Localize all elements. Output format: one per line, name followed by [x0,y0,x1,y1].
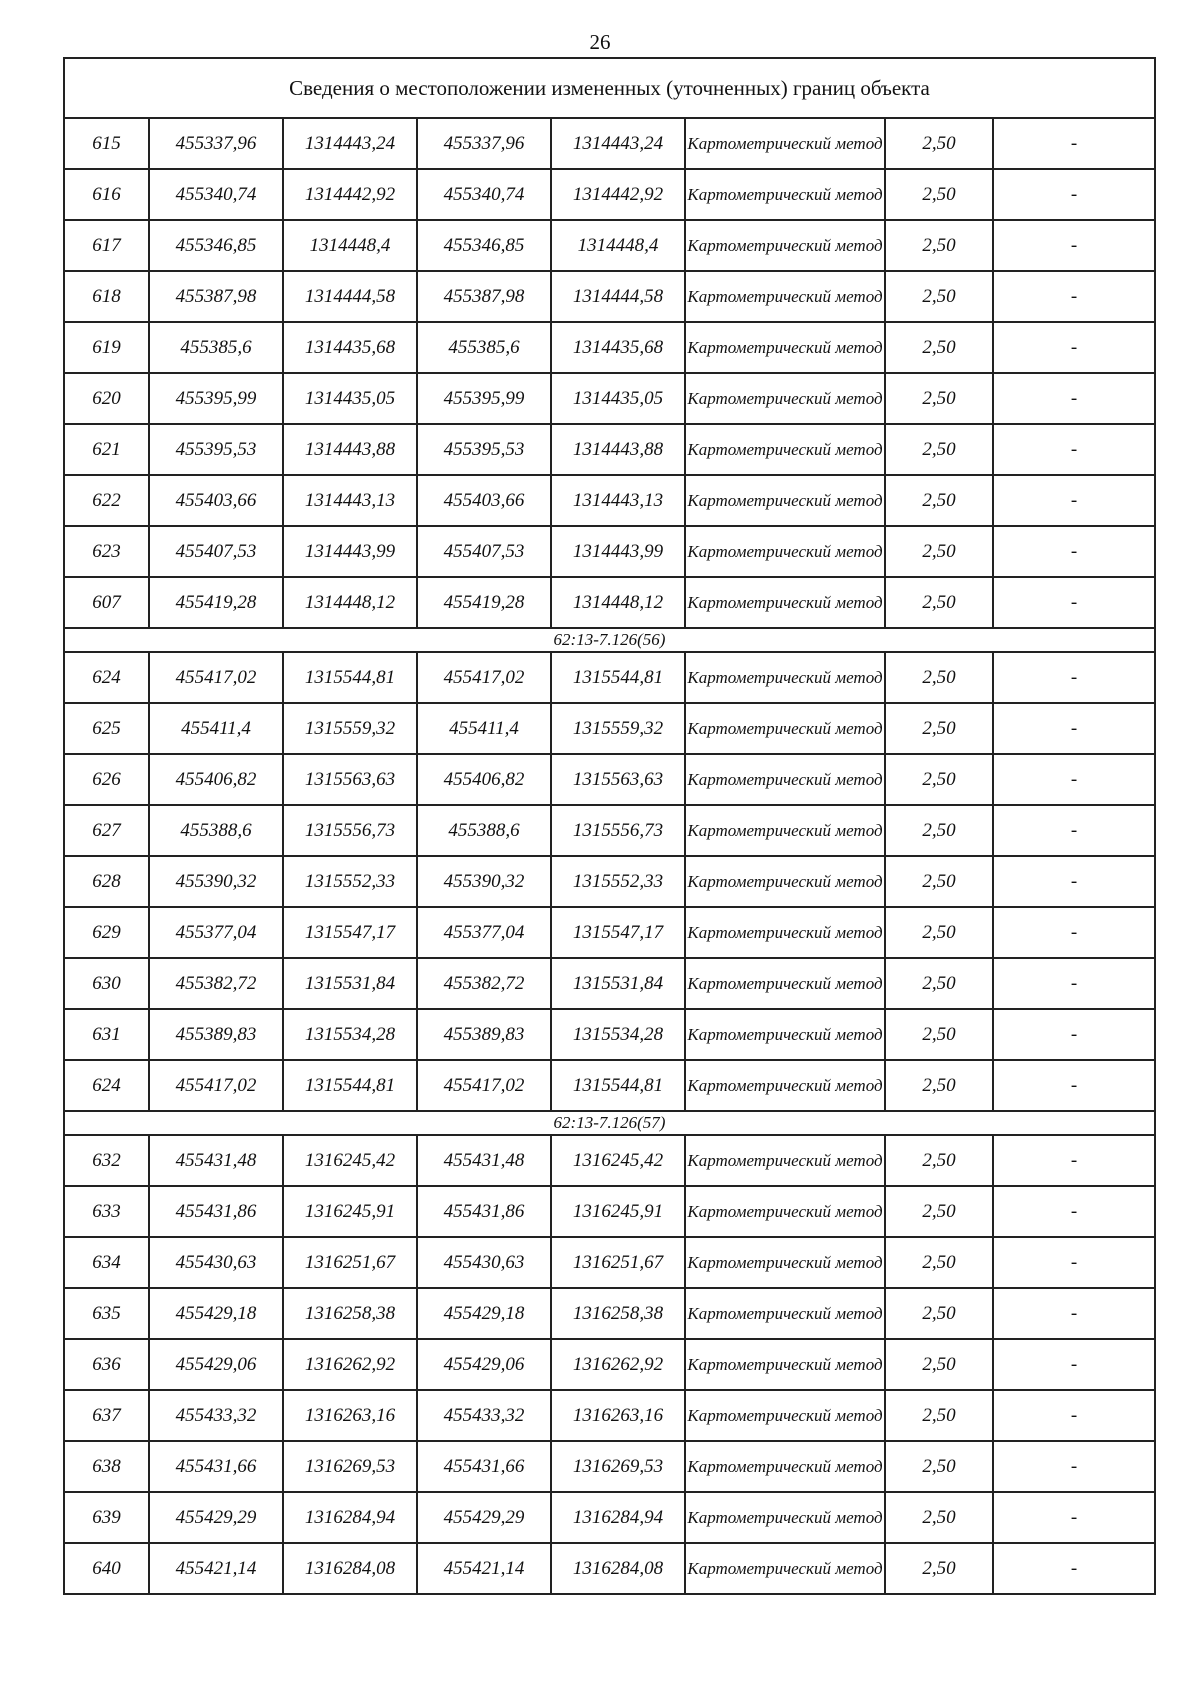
description-cell: - [993,1492,1155,1543]
y-old-cell: 1314443,24 [283,118,417,169]
y-old-cell: 1316245,91 [283,1186,417,1237]
description-cell: - [993,958,1155,1009]
x-old-cell: 455429,06 [149,1339,283,1390]
method-cell: Картометрический метод [685,475,885,526]
section-heading-row [64,628,1155,652]
section-heading-row [64,1111,1155,1135]
description-cell: - [993,1390,1155,1441]
table-title: Сведения о местоположении измененных (уточненных) границ объекта [64,58,1155,118]
y-new-cell: 1315544,81 [551,652,685,703]
x-old-cell: 455407,53 [149,526,283,577]
boundary-coordinates-table [63,57,1156,1595]
x-old-cell: 455387,98 [149,271,283,322]
y-old-cell: 1315544,81 [283,652,417,703]
precision-cell: 2,50 [885,1390,993,1441]
x-old-cell: 455431,48 [149,1135,283,1186]
x-new-cell: 455403,66 [417,475,551,526]
x-new-cell: 455417,02 [417,652,551,703]
table-row [64,526,1155,577]
section-heading: 62:13-7.126(57) [64,1111,1155,1135]
description-cell: - [993,652,1155,703]
point-number-cell: 636 [64,1339,149,1390]
point-number-cell: 629 [64,907,149,958]
x-old-cell: 455346,85 [149,220,283,271]
method-cell: Картометрический метод [685,1060,885,1111]
y-old-cell: 1314435,68 [283,322,417,373]
x-new-cell: 455417,02 [417,1060,551,1111]
y-old-cell: 1315556,73 [283,805,417,856]
x-new-cell: 455395,53 [417,424,551,475]
method-cell: Картометрический метод [685,652,885,703]
method-cell: Картометрический метод [685,805,885,856]
method-cell: Картометрический метод [685,1135,885,1186]
x-old-cell: 455431,86 [149,1186,283,1237]
point-number-cell: 607 [64,577,149,628]
y-old-cell: 1315547,17 [283,907,417,958]
precision-cell: 2,50 [885,118,993,169]
y-old-cell: 1316258,38 [283,1288,417,1339]
y-old-cell: 1316245,42 [283,1135,417,1186]
y-new-cell: 1314443,99 [551,526,685,577]
point-number-cell: 625 [64,703,149,754]
precision-cell: 2,50 [885,907,993,958]
description-cell: - [993,1288,1155,1339]
table-row [64,1186,1155,1237]
y-new-cell: 1316284,08 [551,1543,685,1594]
y-old-cell: 1316284,94 [283,1492,417,1543]
precision-cell: 2,50 [885,373,993,424]
table-row [64,805,1155,856]
method-cell: Картометрический метод [685,1009,885,1060]
precision-cell: 2,50 [885,1135,993,1186]
table-row [64,1441,1155,1492]
table-title-row [64,58,1155,118]
point-number-cell: 627 [64,805,149,856]
x-old-cell: 455406,82 [149,754,283,805]
x-new-cell: 455390,32 [417,856,551,907]
x-old-cell: 455429,18 [149,1288,283,1339]
y-new-cell: 1316245,42 [551,1135,685,1186]
x-new-cell: 455433,32 [417,1390,551,1441]
x-old-cell: 455433,32 [149,1390,283,1441]
y-old-cell: 1314448,12 [283,577,417,628]
point-number-cell: 631 [64,1009,149,1060]
y-new-cell: 1315547,17 [551,907,685,958]
y-new-cell: 1315552,33 [551,856,685,907]
y-old-cell: 1314443,88 [283,424,417,475]
x-old-cell: 455389,83 [149,1009,283,1060]
precision-cell: 2,50 [885,1060,993,1111]
table-row [64,703,1155,754]
precision-cell: 2,50 [885,1492,993,1543]
y-old-cell: 1316251,67 [283,1237,417,1288]
y-new-cell: 1314443,24 [551,118,685,169]
table-row [64,1288,1155,1339]
y-old-cell: 1316269,53 [283,1441,417,1492]
table-row [64,1390,1155,1441]
x-new-cell: 455421,14 [417,1543,551,1594]
point-number-cell: 624 [64,1060,149,1111]
x-new-cell: 455431,86 [417,1186,551,1237]
description-cell: - [993,1060,1155,1111]
description-cell: - [993,322,1155,373]
precision-cell: 2,50 [885,754,993,805]
x-old-cell: 455430,63 [149,1237,283,1288]
description-cell: - [993,475,1155,526]
table-row [64,856,1155,907]
point-number-cell: 628 [64,856,149,907]
description-cell: - [993,271,1155,322]
method-cell: Картометрический метод [685,1237,885,1288]
section-heading: 62:13-7.126(56) [64,628,1155,652]
x-old-cell: 455411,4 [149,703,283,754]
y-old-cell: 1315531,84 [283,958,417,1009]
method-cell: Картометрический метод [685,907,885,958]
precision-cell: 2,50 [885,703,993,754]
point-number-cell: 630 [64,958,149,1009]
precision-cell: 2,50 [885,1339,993,1390]
x-new-cell: 455382,72 [417,958,551,1009]
precision-cell: 2,50 [885,271,993,322]
point-number-cell: 620 [64,373,149,424]
y-old-cell: 1314448,4 [283,220,417,271]
x-new-cell: 455346,85 [417,220,551,271]
method-cell: Картометрический метод [685,220,885,271]
table-row [64,220,1155,271]
method-cell: Картометрический метод [685,1543,885,1594]
y-new-cell: 1314435,05 [551,373,685,424]
page-number: 26 [589,30,611,54]
table-row [64,577,1155,628]
x-new-cell: 455406,82 [417,754,551,805]
point-number-cell: 621 [64,424,149,475]
point-number-cell: 640 [64,1543,149,1594]
y-new-cell: 1315534,28 [551,1009,685,1060]
description-cell: - [993,1339,1155,1390]
precision-cell: 2,50 [885,1288,993,1339]
y-new-cell: 1314443,13 [551,475,685,526]
x-new-cell: 455431,66 [417,1441,551,1492]
y-new-cell: 1314443,88 [551,424,685,475]
y-new-cell: 1316269,53 [551,1441,685,1492]
table-row [64,169,1155,220]
y-new-cell: 1316245,91 [551,1186,685,1237]
method-cell: Картометрический метод [685,1186,885,1237]
method-cell: Картометрический метод [685,1288,885,1339]
description-cell: - [993,1237,1155,1288]
y-new-cell: 1315563,63 [551,754,685,805]
y-new-cell: 1314448,12 [551,577,685,628]
y-new-cell: 1314444,58 [551,271,685,322]
table-row [64,1339,1155,1390]
table-row [64,907,1155,958]
description-cell: - [993,220,1155,271]
x-old-cell: 455388,6 [149,805,283,856]
y-old-cell: 1316284,08 [283,1543,417,1594]
y-new-cell: 1316251,67 [551,1237,685,1288]
point-number-cell: 623 [64,526,149,577]
description-cell: - [993,1543,1155,1594]
y-new-cell: 1316284,94 [551,1492,685,1543]
point-number-cell: 624 [64,652,149,703]
method-cell: Картометрический метод [685,322,885,373]
table-row [64,1492,1155,1543]
point-number-cell: 634 [64,1237,149,1288]
point-number-cell: 638 [64,1441,149,1492]
precision-cell: 2,50 [885,577,993,628]
method-cell: Картометрический метод [685,373,885,424]
x-old-cell: 455403,66 [149,475,283,526]
description-cell: - [993,907,1155,958]
x-new-cell: 455431,48 [417,1135,551,1186]
table-row [64,322,1155,373]
point-number-cell: 617 [64,220,149,271]
point-number-cell: 618 [64,271,149,322]
y-old-cell: 1315552,33 [283,856,417,907]
method-cell: Картометрический метод [685,1492,885,1543]
method-cell: Картометрический метод [685,1441,885,1492]
description-cell: - [993,754,1155,805]
y-old-cell: 1315559,32 [283,703,417,754]
method-cell: Картометрический метод [685,118,885,169]
x-old-cell: 455340,74 [149,169,283,220]
table-row [64,1060,1155,1111]
method-cell: Картометрический метод [685,424,885,475]
description-cell: - [993,526,1155,577]
point-number-cell: 619 [64,322,149,373]
method-cell: Картометрический метод [685,958,885,1009]
y-new-cell: 1315531,84 [551,958,685,1009]
x-old-cell: 455417,02 [149,1060,283,1111]
x-old-cell: 455390,32 [149,856,283,907]
x-old-cell: 455421,14 [149,1543,283,1594]
y-new-cell: 1316263,16 [551,1390,685,1441]
x-new-cell: 455430,63 [417,1237,551,1288]
method-cell: Картометрический метод [685,526,885,577]
method-cell: Картометрический метод [685,577,885,628]
x-new-cell: 455395,99 [417,373,551,424]
description-cell: - [993,1186,1155,1237]
y-new-cell: 1315556,73 [551,805,685,856]
description-cell: - [993,577,1155,628]
description-cell: - [993,1135,1155,1186]
y-old-cell: 1316263,16 [283,1390,417,1441]
y-old-cell: 1314444,58 [283,271,417,322]
x-old-cell: 455417,02 [149,652,283,703]
y-new-cell: 1315559,32 [551,703,685,754]
description-cell: - [993,1441,1155,1492]
x-new-cell: 455389,83 [417,1009,551,1060]
y-old-cell: 1314443,13 [283,475,417,526]
x-new-cell: 455337,96 [417,118,551,169]
y-new-cell: 1315544,81 [551,1060,685,1111]
method-cell: Картометрический метод [685,1339,885,1390]
y-old-cell: 1315534,28 [283,1009,417,1060]
y-old-cell: 1314443,99 [283,526,417,577]
table-row [64,1009,1155,1060]
description-cell: - [993,1009,1155,1060]
precision-cell: 2,50 [885,652,993,703]
description-cell: - [993,169,1155,220]
table-row [64,1237,1155,1288]
method-cell: Картометрический метод [685,271,885,322]
x-new-cell: 455377,04 [417,907,551,958]
precision-cell: 2,50 [885,856,993,907]
description-cell: - [993,703,1155,754]
precision-cell: 2,50 [885,1009,993,1060]
precision-cell: 2,50 [885,1186,993,1237]
method-cell: Картометрический метод [685,169,885,220]
description-cell: - [993,373,1155,424]
point-number-cell: 635 [64,1288,149,1339]
x-old-cell: 455395,99 [149,373,283,424]
table-row [64,652,1155,703]
x-old-cell: 455431,66 [149,1441,283,1492]
precision-cell: 2,50 [885,958,993,1009]
y-old-cell: 1316262,92 [283,1339,417,1390]
precision-cell: 2,50 [885,1543,993,1594]
method-cell: Картометрический метод [685,856,885,907]
y-old-cell: 1314435,05 [283,373,417,424]
table-row [64,373,1155,424]
table-row [64,1543,1155,1594]
point-number-cell: 615 [64,118,149,169]
point-number-cell: 639 [64,1492,149,1543]
point-number-cell: 632 [64,1135,149,1186]
table-row [64,271,1155,322]
table-row [64,424,1155,475]
precision-cell: 2,50 [885,805,993,856]
x-new-cell: 455429,06 [417,1339,551,1390]
x-new-cell: 455340,74 [417,169,551,220]
precision-cell: 2,50 [885,424,993,475]
method-cell: Картометрический метод [685,754,885,805]
y-new-cell: 1316262,92 [551,1339,685,1390]
x-new-cell: 455388,6 [417,805,551,856]
table-row [64,958,1155,1009]
table-row [64,1135,1155,1186]
y-new-cell: 1314448,4 [551,220,685,271]
x-old-cell: 455382,72 [149,958,283,1009]
x-old-cell: 455419,28 [149,577,283,628]
table-row [64,754,1155,805]
x-new-cell: 455407,53 [417,526,551,577]
precision-cell: 2,50 [885,526,993,577]
x-old-cell: 455395,53 [149,424,283,475]
y-old-cell: 1315544,81 [283,1060,417,1111]
method-cell: Картометрический метод [685,703,885,754]
x-new-cell: 455429,29 [417,1492,551,1543]
x-new-cell: 455385,6 [417,322,551,373]
x-new-cell: 455429,18 [417,1288,551,1339]
method-cell: Картометрический метод [685,1390,885,1441]
x-old-cell: 455429,29 [149,1492,283,1543]
table-row [64,475,1155,526]
x-new-cell: 455387,98 [417,271,551,322]
precision-cell: 2,50 [885,169,993,220]
y-old-cell: 1314442,92 [283,169,417,220]
precision-cell: 2,50 [885,475,993,526]
x-new-cell: 455419,28 [417,577,551,628]
description-cell: - [993,856,1155,907]
x-new-cell: 455411,4 [417,703,551,754]
precision-cell: 2,50 [885,322,993,373]
precision-cell: 2,50 [885,1441,993,1492]
x-old-cell: 455377,04 [149,907,283,958]
description-cell: - [993,805,1155,856]
table-row [64,118,1155,169]
y-old-cell: 1315563,63 [283,754,417,805]
point-number-cell: 622 [64,475,149,526]
point-number-cell: 633 [64,1186,149,1237]
x-old-cell: 455337,96 [149,118,283,169]
point-number-cell: 616 [64,169,149,220]
precision-cell: 2,50 [885,1237,993,1288]
precision-cell: 2,50 [885,220,993,271]
point-number-cell: 626 [64,754,149,805]
description-cell: - [993,424,1155,475]
y-new-cell: 1314435,68 [551,322,685,373]
table-body [64,58,1155,1594]
x-old-cell: 455385,6 [149,322,283,373]
y-new-cell: 1314442,92 [551,169,685,220]
description-cell: - [993,118,1155,169]
y-new-cell: 1316258,38 [551,1288,685,1339]
point-number-cell: 637 [64,1390,149,1441]
